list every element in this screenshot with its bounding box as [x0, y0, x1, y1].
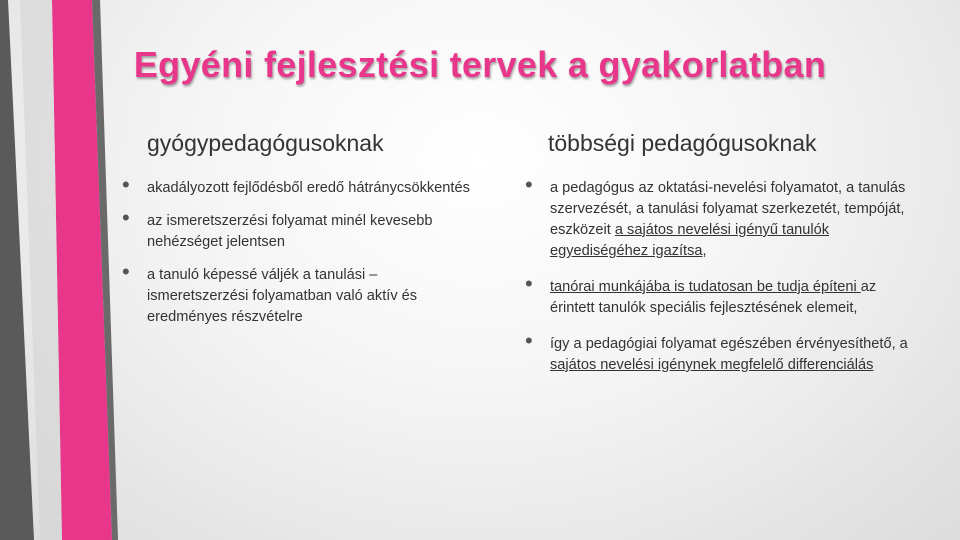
right-column-heading: többségi pedagógusoknak	[548, 130, 817, 156]
right-bullet-item	[525, 172, 920, 262]
bullet-icon: •	[122, 205, 130, 230]
slide-title: Egyéni fejlesztési tervek a gyakorlatban	[133, 44, 827, 85]
left-bullet-list	[122, 172, 477, 340]
bullet-text-underlined: sajátos nevelési igénynek megfelelő differenciálás	[550, 357, 874, 373]
bullet-icon: •	[122, 259, 130, 284]
right-bullet-item	[525, 271, 920, 319]
bullet-icon: •	[122, 172, 130, 197]
bullet-icon: •	[525, 328, 533, 353]
left-bullet-item	[122, 259, 477, 328]
bullet-text: így a pedagógiai folyamat egészében érvényesíthető, a	[550, 336, 908, 352]
bullet-text: a pedagógus az oktatási-nevelési folyamatot, a tanulás szervezését, a tanulási folyamat szerkezetét, tempóját, eszközeit	[550, 180, 906, 238]
bullet-icon: •	[525, 172, 533, 197]
right-bullet-item	[525, 328, 920, 376]
right-bullet-list	[525, 172, 920, 391]
bullet-icon: •	[525, 271, 533, 296]
bullet-text-underlined: a sajátos nevelési igényű tanulók egyediségéhez igazítsa,	[550, 222, 830, 259]
bullet-text-underlined: tanórai munkájába is tudatosan be tudja építeni	[550, 279, 861, 295]
bullet-text: akadályozott fejlődésből eredő hátránycsökkentés	[147, 180, 470, 196]
left-bullet-item	[122, 172, 477, 199]
bullet-text: a tanuló képessé váljék a tanulási – ismeretszerzési folyamatban való aktív és eredményes részvételre	[147, 267, 418, 325]
left-bullet-item	[122, 205, 477, 253]
bullet-text: az érintett tanulók speciális fejlesztésének elemeit,	[550, 279, 877, 316]
left-column-heading: gyógypedagógusoknak	[147, 130, 384, 156]
bullet-text: az ismeretszerzési folyamat minél kevesebb nehézséget jelentsen	[147, 213, 433, 250]
